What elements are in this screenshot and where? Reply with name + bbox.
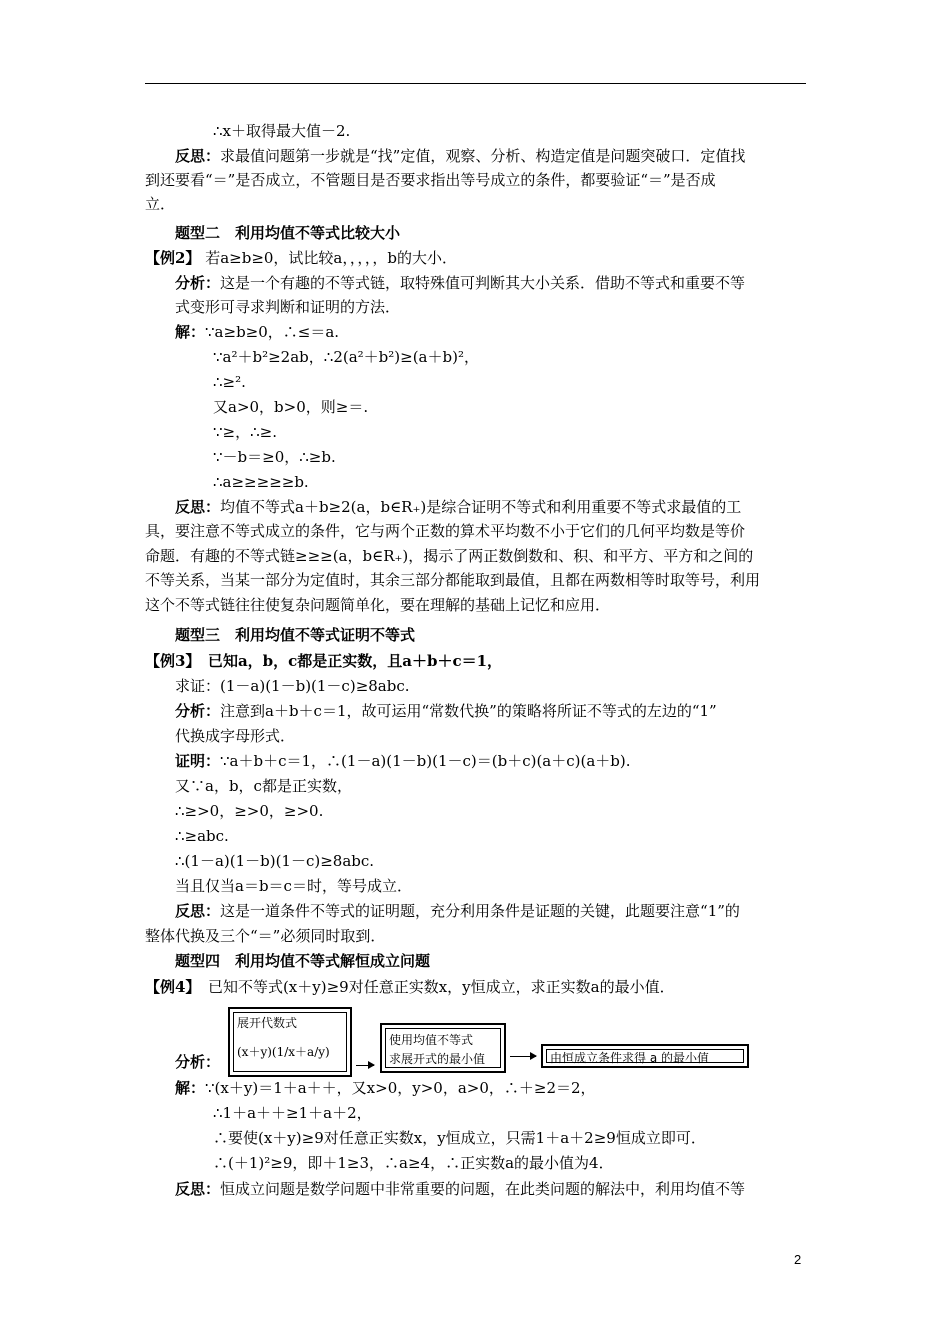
text-line [175, 850, 374, 874]
text-line [213, 371, 246, 395]
line-text: ∵(x＋y)＝1＋a＋＋，又x>0，y>0，a>0，∴＋≥2＝2， [205, 1079, 596, 1097]
line-text: 这是一道条件不等式的证明题，充分利用条件是证题的关键，此题要注意“1”的 [220, 902, 740, 920]
page-number: 2 [794, 1252, 802, 1267]
line-text: ∵a＋b＋c＝1，∴(1－a)(1－b)(1－c)＝(b＋c)(a＋c)(a＋b). [220, 752, 631, 770]
text-line [175, 296, 400, 320]
text-line [145, 169, 716, 193]
text-line [175, 875, 412, 899]
line-text: 立． [145, 195, 176, 213]
flow-box-inequality-line2: 求展开式的最小值 [389, 1052, 486, 1066]
bold-lead: 解： [175, 1079, 206, 1097]
text-line [145, 569, 760, 593]
text-line [213, 471, 309, 495]
line-text: 当且仅当a＝b＝c＝时，等号成立． [175, 877, 412, 895]
text-line [145, 247, 457, 271]
text-line [175, 496, 741, 520]
line-text: 这个不等式链往往使复杂问题简单化，要在理解的基础上记忆和应用． [145, 596, 611, 614]
bold-lead: 【例4】 [145, 978, 193, 996]
line-text: 若a≥b≥0，试比较a，，，，，b的大小． [200, 249, 457, 267]
flow-arrow-2 [510, 1056, 536, 1057]
bold-lead: 证明： [175, 752, 221, 770]
line-text: 已知不等式(x＋y)≥9对任意正实数x，y恒成立，求正实数a的最小值． [192, 978, 675, 996]
flow-box-inequality-line1: 使用均值不等式 [389, 1033, 474, 1047]
text-line [175, 145, 745, 169]
text-line [175, 825, 229, 849]
bold-lead: 反思： [175, 147, 221, 165]
flow-analysis-label: 分析： [175, 1053, 221, 1071]
text-line [175, 725, 295, 749]
flow-box-expand-formula: (x＋y)(1/x＋a/y) [237, 1045, 330, 1059]
line-text: 求证：(1－a)(1－b)(1－c)≥8abc. [175, 677, 410, 695]
text-line [213, 1152, 614, 1176]
line-text: ∴x＋取得最大值－2. [213, 122, 351, 140]
flow-box-result-text: 由恒成立条件求得 a 的最小值 [550, 1051, 709, 1065]
text-line [175, 800, 323, 824]
text-line [175, 222, 400, 246]
text-line [213, 120, 350, 144]
text-line [175, 1178, 745, 1202]
text-line [175, 950, 430, 974]
bold-lead: 题型四 利用均值不等式解恒成立问题 [175, 952, 431, 970]
text-line [175, 321, 339, 345]
text-line [145, 925, 385, 949]
bold-lead: 反思： [175, 1180, 221, 1198]
text-line [145, 520, 745, 544]
text-line [175, 624, 415, 648]
bold-lead: 题型三 利用均值不等式证明不等式 [175, 626, 416, 644]
flow-box-result [541, 1044, 749, 1068]
text-line [213, 421, 277, 445]
text-line [145, 594, 610, 618]
text-line [213, 446, 336, 470]
text-line [175, 700, 717, 724]
line-text: ∴(1－a)(1－b)(1－c)≥8abc. [175, 852, 375, 870]
text-line [213, 396, 368, 420]
line-text: ∴≥abc. [175, 827, 229, 845]
line-text: 求最值问题第一步就是“找”定值，观察、分析、构造定值是问题突破口．定值找 [220, 147, 746, 165]
text-line [175, 775, 352, 799]
line-text: 不等关系，当某一部分为定值时，其余三部分都能取到最值，且都在两数相等时取等号，利用 [145, 571, 761, 589]
line-text: 又∵a，b，c都是正实数， [175, 777, 352, 795]
bold-lead: 【例3】 已知a，b，c都是正实数，且a＋b＋c＝1， [145, 652, 503, 670]
bold-lead: 解： [175, 323, 206, 341]
bold-lead: 题型二 利用均值不等式比较大小 [175, 224, 401, 242]
text-line [145, 976, 675, 1000]
line-text: ∵a²＋b²≥2ab，∴2(a²＋b²)≥(a＋b)²， [213, 348, 479, 366]
line-text: ∵－b＝≥0，∴≥b. [213, 448, 336, 466]
flow-arrow-1 [356, 1065, 374, 1066]
text-line [145, 193, 175, 217]
line-text: 命题．有趣的不等式链≥≥≥(a，b∈R₊)，揭示了两正数倒数和、积、和平方、平方和之间的 [145, 547, 754, 565]
bold-lead: 分析： [175, 702, 221, 720]
line-text: ∴≥². [213, 373, 246, 391]
text-line [213, 1102, 372, 1126]
bold-lead: 反思： [175, 902, 221, 920]
text-line [175, 750, 631, 774]
bold-lead: 【例2】 [145, 249, 201, 267]
line-text: ∴(＋1)²≥9，即＋1≥3，∴a≥4，∴正实数a的最小值为4． [213, 1154, 614, 1172]
text-line [175, 272, 745, 296]
line-text: 整体代换及三个“＝”必须同时取到． [145, 927, 386, 945]
line-text: ∴要使(x＋y)≥9对任意正实数x，y恒成立，只需1＋a＋2≥9恒成立即可． [213, 1129, 706, 1147]
text-line [145, 545, 753, 569]
line-text: 又a>0，b>0，则≥＝. [213, 398, 369, 416]
line-text: 代换成字母形式． [175, 727, 296, 745]
line-text: ∴≥>0，≥>0，≥>0. [175, 802, 324, 820]
line-text: 式变形可寻求判断和证明的方法． [175, 298, 401, 316]
bold-lead: 反思： [175, 498, 221, 516]
header-rule [145, 83, 806, 84]
text-line [213, 346, 479, 370]
flow-box-expand-title: 展开代数式 [237, 1016, 298, 1030]
line-text: 这是一个有趣的不等式链，取特殊值可判断其大小关系．借助不等式和重要不等 [220, 274, 746, 292]
text-line [145, 650, 502, 674]
line-text: 恒成立问题是数学问题中非常重要的问题，在此类问题的解法中，利用均值不等 [220, 1180, 746, 1198]
line-text: ∴1＋a＋＋≥1＋a＋2， [213, 1104, 372, 1122]
line-text: 具，要注意不等式成立的条件，它与两个正数的算术平均数不小于它们的几何平均数是等价 [145, 522, 746, 540]
text-line [175, 900, 740, 924]
text-line [175, 1077, 596, 1101]
line-text: 注意到a＋b＋c＝1，故可运用“常数代换”的策略将所证不等式的左边的“1” [220, 702, 717, 720]
text-line [175, 675, 410, 699]
flow-box-inequality [380, 1023, 506, 1073]
bold-lead: 分析： [175, 274, 221, 292]
line-text: ∵≥，∴≥. [213, 423, 277, 441]
text-line [213, 1127, 706, 1151]
flow-box-expand [228, 1007, 352, 1077]
line-text: ∴a≥≥≥≥≥b. [213, 473, 309, 491]
line-text: ∵a≥b≥0，∴≤＝a. [205, 323, 340, 341]
line-text: 均值不等式a＋b≥2(a，b∈R₊)是综合证明不等式和利用重要不等式求最值的工 [220, 498, 742, 516]
line-text: 到还要看“＝”是否成立，不管题目是否要求指出等号成立的条件，都要验证“＝”是否成 [145, 171, 716, 189]
